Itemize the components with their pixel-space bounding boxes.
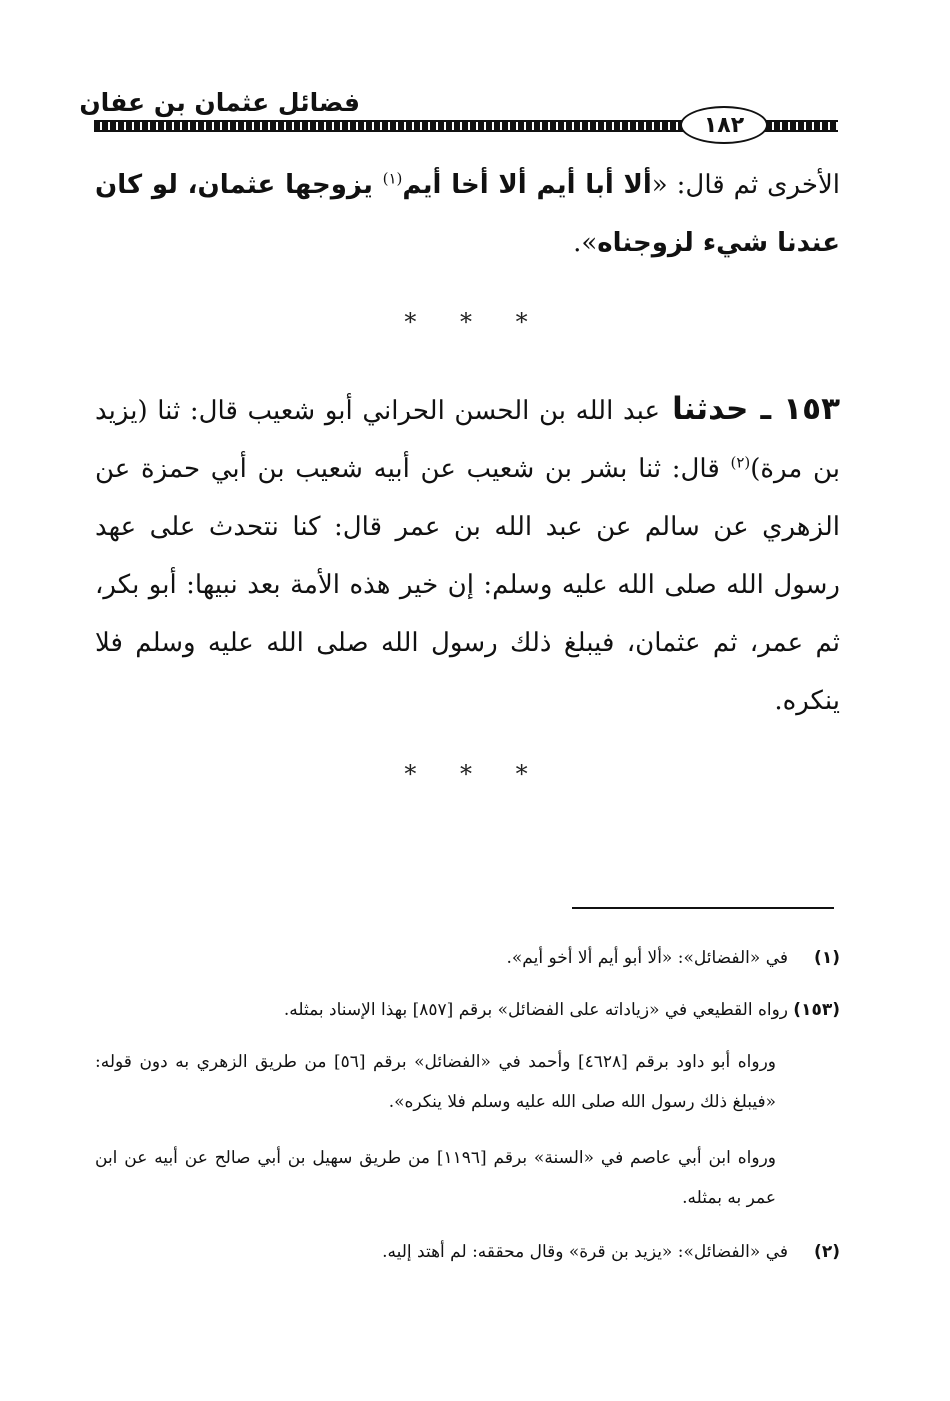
paragraph-continuation: الأخرى ثم قال: «ألا أبا أيم ألا أخا أيم$^{(١)}$ يزوجها عثمان، لو كان عندنا شيء لزوجناه». [95, 169, 840, 258]
hadith-intro: ـ حدثنا [659, 391, 784, 427]
footnote: (٢)في «الفضائل»: «يزيد بن قرة» وقال محققه: لم أهتد إليه. [382, 1242, 840, 1262]
section-divider: * * * [404, 760, 546, 788]
footnote-rule [572, 907, 834, 909]
footnote-ref-1: (١) [382, 169, 403, 188]
footnote-ref-2: (٢) [730, 453, 751, 472]
page-number: ١٨٢ [680, 106, 768, 144]
quoted-saying-cont: يزوجها عثمان، لو كان عندنا شيء لزوجناه [95, 170, 840, 258]
footnote: ورواه أبو داود برقم [٤٦٢٨] وأحمد في «الفضائل» برقم [٥٦] من طريق الزهري به دون قوله: «فيبلغ ذلك رسول الله صلى الله عليه وسلم فلا ينكره». [95, 1052, 776, 1112]
running-title: فضائل عثمان بن عفان [79, 88, 360, 117]
footnote: (١)في «الفضائل»: «ألا أبو أيم ألا أخو أيم». [506, 948, 840, 968]
section-divider: * * * [404, 308, 546, 336]
footnote: ورواه ابن أبي عاصم في «السنة» برقم [١١٩٦] من طريق سهيل بن أبي صالح عن أبيه عن ابن عمر به بمثله. [95, 1148, 776, 1208]
footnote: (١٥٣)رواه القطيعي في «زياداته على الفضائل» برقم [٨٥٧] بهذا الإسناد بمثله. [283, 1000, 840, 1020]
hadith-number: ١٥٣ [783, 391, 840, 427]
hadith-153: ١٥٣ ـ حدثنا عبد الله بن الحسن الحراني أبو شعيب قال: ثنا (يزيد بن مرة)$^{(٢)}$ قال: ثنا بشر بن شعيب عن أبيه شعيب بن أبي حمزة عن الزهري عن سالم عن عبد الله بن عمر قال: كنا نتحدث على عهد رسول الله صلى الله عليه وسلم: إن خير هذه الأمة بعد نبيها: أبو بكر، ثم عمر، ثم عثمان، فيبلغ ذلك رسول الله صلى الله عليه وسلم فلا ينكره. [95, 391, 840, 716]
quoted-saying: ألا أبا أيم ألا أخا أيم [402, 170, 652, 200]
